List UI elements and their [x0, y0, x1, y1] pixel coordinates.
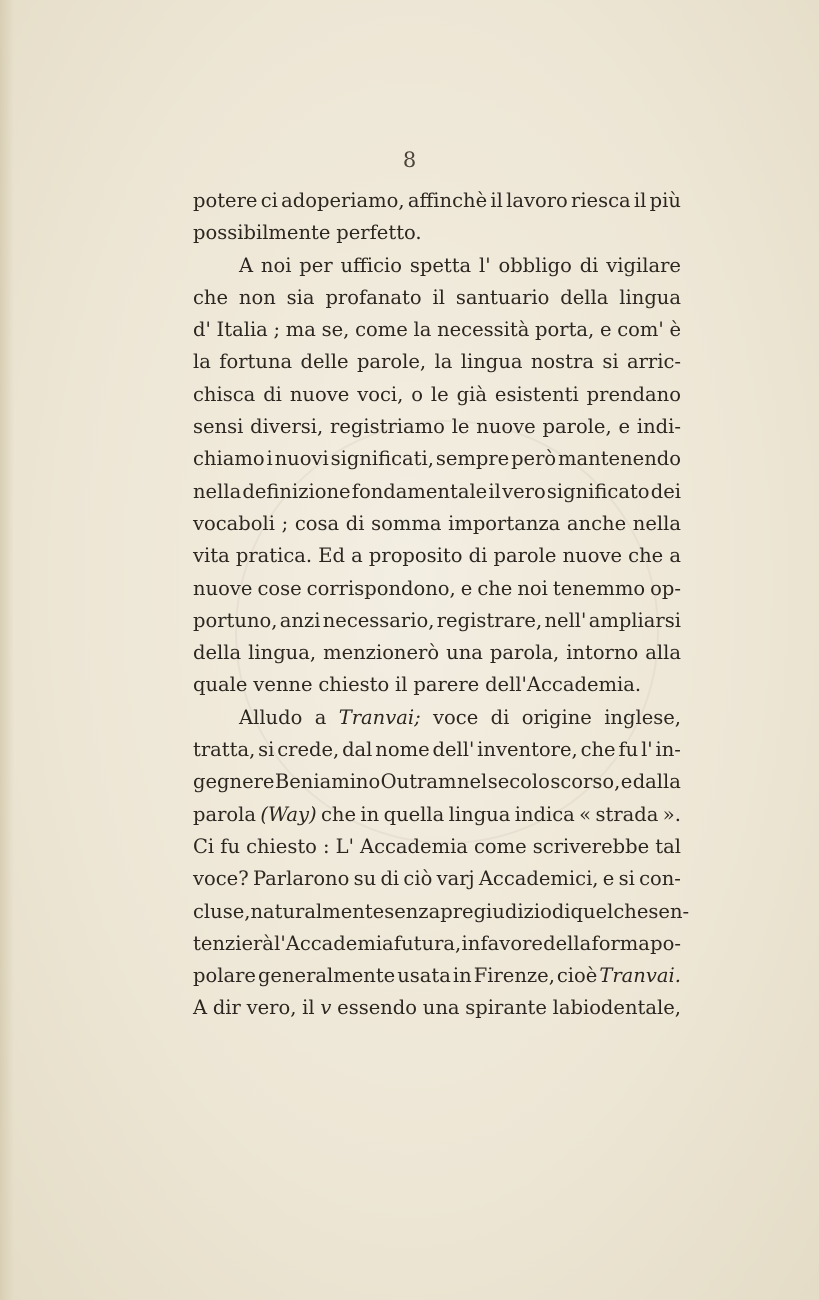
word: l' — [641, 738, 653, 762]
word: le — [451, 415, 470, 439]
word: varj — [436, 867, 475, 891]
word: non — [238, 285, 276, 309]
text-line — [193, 314, 681, 346]
text-line — [193, 992, 681, 1024]
text-line — [193, 960, 681, 992]
word: come — [355, 318, 408, 342]
word: riesca — [571, 189, 631, 212]
word: e — [460, 576, 473, 600]
word: parere — [413, 673, 480, 697]
word: delle — [300, 350, 349, 374]
word: il — [488, 479, 501, 503]
word: profanato — [325, 285, 422, 309]
word: voci, — [357, 382, 404, 406]
word: affinchè — [407, 189, 488, 212]
word: quella — [383, 802, 445, 826]
word: una — [422, 996, 460, 1020]
word: il — [302, 996, 315, 1020]
word: importanza — [448, 511, 561, 535]
word: chiesto — [318, 673, 390, 697]
word: indi- — [636, 415, 681, 439]
word: origine — [521, 705, 592, 729]
word: scriverebbe — [532, 834, 650, 858]
word: di — [263, 382, 282, 406]
text-line — [193, 734, 681, 766]
text-line — [193, 831, 681, 863]
word: op- — [650, 576, 681, 600]
page-edge-shadow — [0, 0, 14, 1300]
word: nuove — [476, 415, 536, 439]
word: più — [649, 189, 681, 212]
word: a — [314, 705, 327, 729]
word: Parlarono — [252, 867, 350, 891]
text-line — [193, 928, 681, 960]
word: su — [353, 867, 377, 891]
word: significato — [546, 479, 650, 503]
word: L' — [335, 834, 354, 858]
text-line — [193, 896, 690, 928]
word: porta, — [535, 318, 595, 342]
word: pregiudizio — [440, 899, 552, 923]
word: nuove — [562, 544, 623, 568]
word: ci — [260, 189, 278, 212]
text-line — [193, 702, 681, 734]
word: il — [490, 189, 503, 212]
text-line — [193, 508, 681, 540]
word: vero — [502, 479, 546, 503]
word: necessario, — [322, 608, 435, 632]
word: Accademia — [360, 834, 468, 858]
word: che — [613, 899, 649, 923]
word: con- — [639, 867, 681, 891]
word: parole, — [356, 350, 427, 374]
word: ma — [285, 318, 316, 342]
word: (Way) — [260, 802, 317, 826]
text-line — [193, 799, 681, 831]
text-line — [193, 443, 681, 475]
word: della — [193, 641, 242, 665]
word: nome — [375, 738, 430, 762]
word: Ci — [193, 834, 215, 858]
word: A — [239, 253, 254, 277]
word: in — [452, 964, 472, 988]
word: l'Accademia — [274, 931, 394, 955]
word: ; — [273, 318, 281, 342]
word: esistenti — [494, 382, 579, 406]
word: anzi — [279, 608, 321, 632]
text-line — [193, 540, 681, 572]
word: il — [395, 673, 408, 697]
word: naturalmente — [250, 899, 385, 923]
word: favore — [480, 931, 543, 955]
word: nella — [632, 511, 681, 535]
word: fondamentale — [351, 479, 488, 503]
word: inglese, — [604, 705, 681, 729]
word: tenemmo — [552, 576, 646, 600]
word: quale — [193, 673, 248, 697]
word: Firenze, — [473, 964, 555, 988]
word: po- — [650, 931, 681, 955]
word: nuove — [289, 382, 350, 406]
word: somma — [371, 511, 442, 535]
word: polare — [193, 964, 256, 988]
word: anche — [566, 511, 627, 535]
word: sensi — [193, 415, 244, 439]
word: registriamo — [330, 415, 445, 439]
word: nell' — [544, 608, 587, 632]
word: ». — [662, 802, 681, 826]
word: lingua — [448, 802, 511, 826]
word: nuovi — [274, 447, 329, 471]
word: di — [345, 511, 365, 535]
word: dell'Accademia. — [485, 673, 642, 697]
word: se, — [321, 318, 350, 342]
word: nel — [456, 770, 488, 794]
text-line — [193, 379, 681, 411]
word: quel — [570, 899, 614, 923]
word: cioè — [556, 964, 598, 988]
word: Alludo — [239, 705, 303, 729]
word: parola, — [489, 641, 560, 665]
text-line — [193, 250, 681, 282]
word: sia — [286, 285, 315, 309]
word: e — [602, 867, 615, 891]
word: futura, — [393, 931, 462, 955]
word: Outram — [380, 770, 457, 794]
word: lingua — [460, 350, 523, 374]
word: di — [490, 705, 510, 729]
word: vero, — [246, 996, 297, 1020]
word: dalla — [632, 770, 681, 794]
text-line — [193, 766, 681, 798]
word: dir — [212, 996, 241, 1020]
word: fu — [220, 834, 241, 858]
word: portuno, — [193, 608, 278, 632]
word: labiodentale, — [552, 996, 681, 1020]
word: Ed — [318, 544, 345, 568]
word: cluse, — [193, 899, 251, 923]
word: adoperiamo, — [281, 189, 405, 212]
word: « — [579, 802, 592, 826]
word: spetta — [409, 253, 472, 277]
word: a — [351, 544, 363, 568]
word: che — [477, 576, 513, 600]
word: di — [380, 867, 400, 891]
text-line — [193, 573, 681, 605]
word: voce — [433, 705, 479, 729]
word: significati, — [330, 447, 434, 471]
word: voce? — [193, 867, 249, 891]
word: secolo — [487, 770, 550, 794]
word: della — [560, 285, 609, 309]
word: possibilmente — [193, 221, 331, 245]
word: però — [511, 447, 557, 471]
word: cose — [257, 576, 302, 600]
word: vocaboli — [193, 511, 275, 535]
word: ufficio — [340, 253, 403, 277]
text-line — [193, 185, 681, 217]
word: fu — [618, 738, 639, 762]
word: registrare, — [436, 608, 543, 632]
word: forma — [591, 931, 650, 955]
word: Tranvai; — [338, 705, 421, 729]
word: di — [468, 544, 488, 568]
text-line — [193, 637, 681, 669]
word: della — [543, 931, 592, 955]
word: noi — [260, 253, 292, 277]
word: e — [599, 318, 612, 342]
word: in — [461, 931, 481, 955]
text-line — [193, 605, 681, 637]
word: spirante — [465, 996, 547, 1020]
word: tal — [655, 834, 681, 858]
word: che — [193, 285, 229, 309]
word: per — [299, 253, 333, 277]
word: cosa — [294, 511, 340, 535]
word: le — [430, 382, 449, 406]
word: usata — [397, 964, 451, 988]
word: indica — [514, 802, 575, 826]
word: sempre — [435, 447, 510, 471]
word: essendo — [337, 996, 418, 1020]
word: Beniamino — [274, 770, 381, 794]
word: è — [669, 318, 681, 342]
text-line — [193, 282, 681, 314]
body-text — [193, 185, 690, 1025]
word: e — [618, 415, 631, 439]
word: : — [322, 834, 330, 858]
word: dell' — [432, 738, 475, 762]
word: tratta, — [193, 738, 256, 762]
word: parole, — [542, 415, 612, 439]
word: lingua, — [248, 641, 317, 665]
word: crede, — [277, 738, 340, 762]
word: arric- — [626, 350, 681, 374]
word: Tranvai. — [599, 964, 681, 988]
word: la — [434, 350, 453, 374]
word: e — [620, 770, 633, 794]
word: nostra — [530, 350, 594, 374]
word: parole — [493, 544, 557, 568]
text-line — [193, 346, 681, 378]
word: potere — [193, 189, 258, 212]
word: nella — [193, 479, 242, 503]
text-line — [193, 217, 681, 249]
word: sen- — [648, 899, 690, 923]
word: di — [551, 899, 571, 923]
word: nuove — [193, 576, 253, 600]
word: menzionerò — [323, 641, 440, 665]
text-line — [193, 476, 681, 508]
word: il — [633, 189, 647, 212]
word: già — [456, 382, 487, 406]
word: generalmente — [257, 964, 396, 988]
word: scorso, — [550, 770, 621, 794]
word: inventore, — [477, 738, 578, 762]
word: il — [432, 285, 445, 309]
word: come — [474, 834, 527, 858]
word: di — [579, 253, 599, 277]
word: che — [580, 738, 616, 762]
word: perfetto. — [336, 221, 422, 245]
word: definizione — [242, 479, 351, 503]
word: A — [193, 996, 208, 1020]
text-line — [193, 669, 681, 701]
word: ; — [281, 511, 289, 535]
word: la — [413, 318, 432, 342]
word: v — [320, 996, 332, 1020]
word: senza — [384, 899, 441, 923]
word: venne — [253, 673, 313, 697]
word: d' — [193, 318, 211, 342]
word: prendano — [586, 382, 681, 406]
word: dei — [650, 479, 681, 503]
word: intorno — [566, 641, 639, 665]
word: com' — [617, 318, 664, 342]
word: che — [628, 544, 664, 568]
word: proposito — [368, 544, 463, 568]
word: dal — [342, 738, 373, 762]
word: chisca — [193, 382, 256, 406]
word: la — [193, 350, 211, 374]
word: noi — [517, 576, 548, 600]
word: a — [669, 544, 681, 568]
word: vigilare — [606, 253, 681, 277]
word: lavoro — [506, 189, 568, 212]
word: Italia — [216, 318, 268, 342]
word: ampliarsi — [588, 608, 681, 632]
word: fortuna — [219, 350, 293, 374]
word: corrispondono, — [306, 576, 456, 600]
word: i — [266, 447, 273, 471]
word: alla — [645, 641, 681, 665]
word: o — [411, 382, 423, 406]
word: lingua — [619, 285, 681, 309]
word: tenzierà — [193, 931, 274, 955]
word: che — [321, 802, 357, 826]
word: ciò — [403, 867, 433, 891]
word: in — [360, 802, 380, 826]
word: l' — [479, 253, 491, 277]
word: una — [446, 641, 483, 665]
word: si — [618, 867, 635, 891]
text-line — [193, 411, 681, 443]
word: chiesto — [246, 834, 317, 858]
word: chiamo — [193, 447, 265, 471]
word: strada — [595, 802, 659, 826]
word: pratica. — [235, 544, 313, 568]
word: mantenendo — [558, 447, 681, 471]
word: parola — [193, 802, 257, 826]
word: obbligo — [498, 253, 572, 277]
word: Accademici, — [478, 867, 599, 891]
word: vita — [193, 544, 230, 568]
page-number: 8 — [402, 148, 417, 172]
word: si — [602, 350, 619, 374]
word: gegnere — [193, 770, 275, 794]
word: in- — [655, 738, 681, 762]
word: necessità — [437, 318, 530, 342]
word: diversi, — [250, 415, 324, 439]
word: santuario — [455, 285, 550, 309]
text-line — [193, 863, 681, 895]
word: si — [258, 738, 275, 762]
